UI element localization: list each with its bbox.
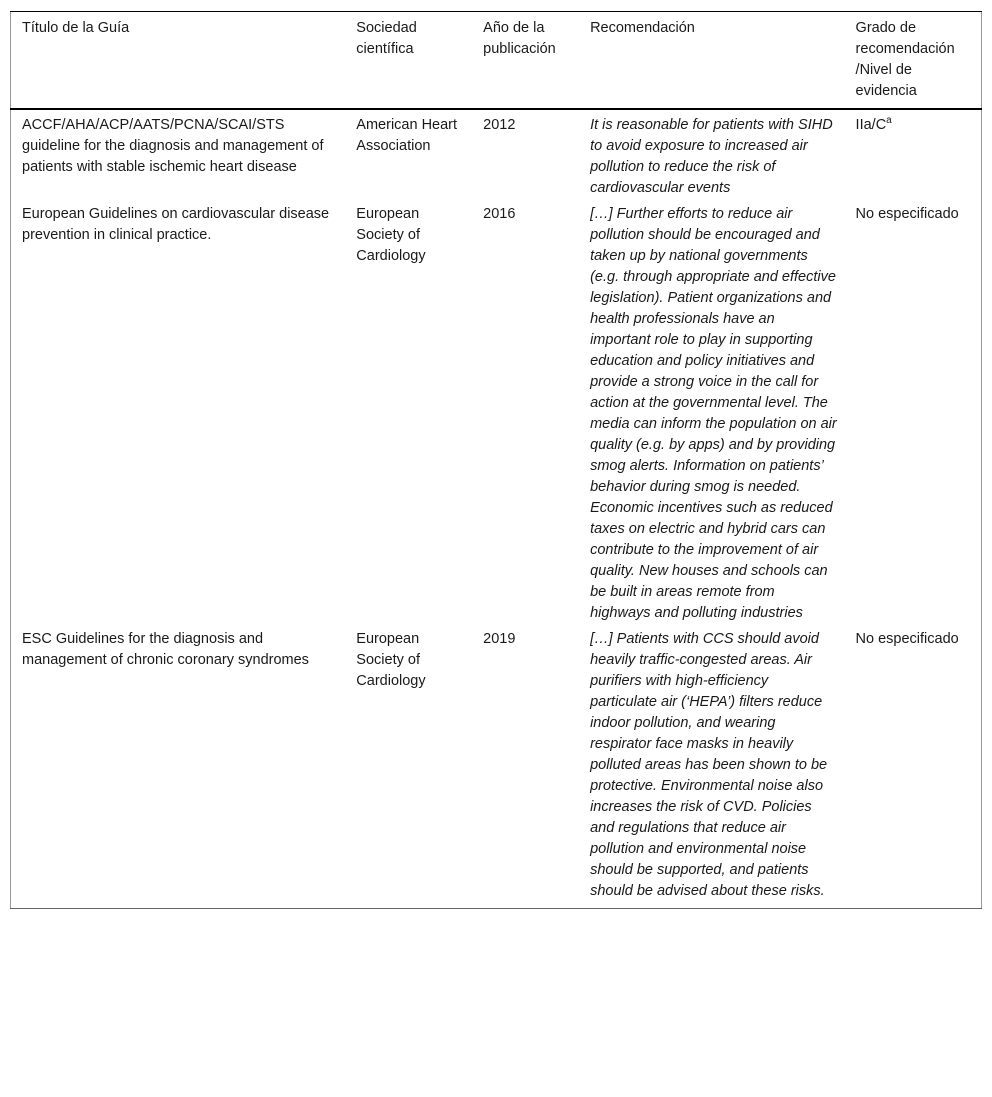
society: European Society of Cardiology — [356, 206, 426, 264]
table-row — [11, 624, 982, 909]
guide-title: ACCF/AHA/ACP/AATS/PCNA/SCAI/STS guideline for the diagnosis and management of patients with stable ischemic heart disease — [22, 117, 324, 175]
society: European Society of Cardiology — [356, 631, 426, 689]
table-row — [11, 109, 982, 199]
year: 2012 — [483, 117, 516, 133]
guide-title: European Guidelines on cardiovascular disease prevention in clinical practice. — [22, 206, 330, 243]
guide-title: ESC Guidelines for the diagnosis and management of chronic coronary syndromes — [22, 631, 309, 668]
guidelines-table — [10, 11, 982, 909]
society: American Heart Association — [356, 117, 458, 154]
header-title: Título de la Guía — [22, 20, 130, 36]
header-year: Año de la publicación — [483, 20, 556, 57]
footnote-marker: a — [886, 115, 892, 127]
recommendation: […] Further efforts to reduce air pollution should be encouraged and taken up by national governments (e.g. through appropriate and effective legislation). Patient organizations and health professionals have an important role to play in supporting education and policy initiatives and provide a strong voice in the call for action at the governmental level. The media can inform the population on air quality (e.g. by apps) and by providing smog alerts. Information on patients’ behavior during smog is needed. Economic incentives such as reduced taxes on electric and hybrid cars can contribute to the improvement of air quality. New houses and schools can be built in areas remote from highways and polluting industries — [590, 206, 837, 621]
header-society: Sociedad científica — [356, 20, 417, 57]
grade-value: IIa/C — [855, 117, 887, 133]
grade: No especificado — [855, 206, 959, 222]
header-recommendation: Recomendación — [590, 20, 695, 36]
recommendation: It is reasonable for patients with SIHD to avoid exposure to increased air pollution to reduce the risk of cardiovascular events — [590, 117, 833, 196]
recommendation: […] Patients with CCS should avoid heavily traffic-congested areas. Air purifiers with high-efficiency particulate air (‘HEPA’) filters reduce indoor pollution, and wearing respirator face masks in heavily polluted areas has been shown to be protective. Environmental noise also increases the risk of CVD. Policies and regulations that reduce air pollution and environmental noise should be supported, and patients should be advised about these risks. — [590, 631, 828, 899]
table-header-row — [11, 12, 982, 110]
header-grade: Grado de recomendación /Nivel de evidencia — [855, 20, 955, 99]
grade — [845, 109, 982, 199]
year: 2016 — [483, 206, 516, 222]
grade: No especificado — [855, 631, 959, 647]
table-row — [11, 199, 982, 624]
year: 2019 — [483, 631, 516, 647]
